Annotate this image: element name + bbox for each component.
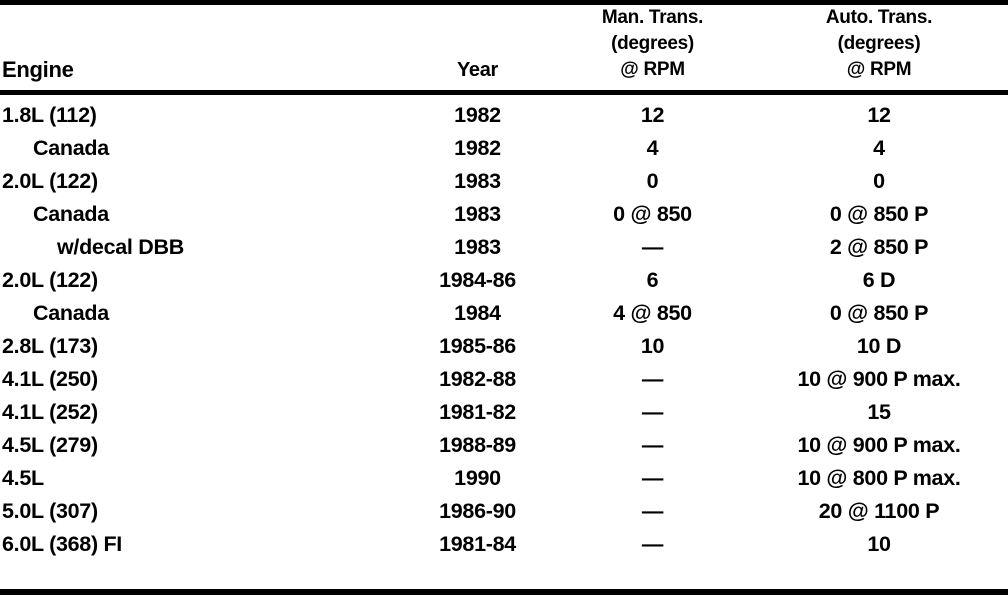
- year-cell: 1983: [454, 235, 501, 259]
- header-row: [0, 5, 1008, 93]
- auto-trans-cell: 20 @ 1100 P: [818, 499, 940, 523]
- ignition-timing-table: [0, 5, 1008, 561]
- year-cell: 1983: [454, 169, 501, 193]
- auto-trans-cell: 10 @ 900 P max.: [797, 367, 961, 391]
- year-cell: 1982: [454, 103, 501, 127]
- table-row: [0, 495, 1008, 528]
- bottom-rule: [0, 589, 1008, 595]
- table-row: [0, 165, 1008, 198]
- column-header-engine: Engine: [0, 5, 400, 93]
- auto-trans-line1: Auto. Trans.: [825, 7, 933, 28]
- column-header-man-trans: [555, 5, 750, 93]
- man-trans-cell: —: [641, 235, 664, 259]
- engine-cell: 6.0L (368) FI: [2, 532, 122, 556]
- table-row: [0, 363, 1008, 396]
- auto-trans-cell: 2 @ 850 P: [829, 235, 929, 259]
- auto-trans-cell: 0 @ 850 P: [829, 301, 929, 325]
- engine-cell: 2.0L (122): [2, 169, 98, 193]
- table-row: [0, 462, 1008, 495]
- engine-cell: Canada: [33, 136, 109, 160]
- table-row: [0, 429, 1008, 462]
- year-cell: 1981-82: [439, 400, 516, 424]
- table-row: [0, 93, 1008, 133]
- engine-cell: Canada: [33, 202, 109, 226]
- man-trans-cell: 6: [646, 268, 659, 292]
- engine-cell: 1.8L (112): [2, 103, 97, 127]
- engine-cell: 4.5L (279): [2, 433, 98, 457]
- table-row: [0, 396, 1008, 429]
- table-body: [0, 93, 1008, 562]
- man-trans-cell: —: [641, 433, 664, 457]
- man-trans-cell: —: [641, 466, 664, 490]
- man-trans-cell: 12: [640, 103, 665, 127]
- auto-trans-cell: 15: [867, 400, 891, 424]
- table-row: [0, 231, 1008, 264]
- table-row: [0, 264, 1008, 297]
- table-row: [0, 198, 1008, 231]
- year-cell: 1986-90: [439, 499, 516, 523]
- column-header-auto-trans: [750, 5, 1008, 93]
- engine-cell: 4.5L: [2, 466, 44, 490]
- table-row: [0, 330, 1008, 363]
- man-trans-cell: —: [641, 499, 664, 523]
- auto-trans-line2: (degrees): [837, 33, 921, 54]
- engine-cell: 4.1L (252): [2, 400, 98, 424]
- man-trans-line3: @ RPM: [620, 59, 685, 80]
- engine-cell: 4.1L (250): [2, 367, 98, 391]
- year-cell: 1984: [454, 301, 501, 325]
- auto-trans-cell: 10 D: [856, 334, 902, 358]
- engine-cell: 2.8L (173): [2, 334, 98, 358]
- auto-trans-cell: 4: [873, 136, 885, 160]
- man-trans-cell: 4 @ 850: [613, 301, 692, 325]
- year-cell: 1988-89: [439, 433, 516, 457]
- man-trans-line1: Man. Trans.: [601, 7, 704, 28]
- year-cell: 1982: [454, 136, 501, 160]
- table-row: [0, 297, 1008, 330]
- engine-cell: 2.0L (122): [2, 268, 98, 292]
- auto-trans-cell: 10 @ 900 P max.: [797, 433, 961, 457]
- year-cell: 1990: [454, 466, 501, 490]
- column-header-year: Year: [400, 5, 555, 93]
- man-trans-cell: 0: [646, 169, 659, 193]
- table-row: [0, 528, 1008, 561]
- auto-trans-cell: 6 D: [862, 268, 896, 292]
- year-cell: 1983: [454, 202, 501, 226]
- man-trans-cell: 10: [640, 334, 665, 358]
- table-row: [0, 132, 1008, 165]
- man-trans-cell: —: [641, 532, 664, 556]
- man-trans-cell: 0 @ 850: [613, 202, 692, 226]
- auto-trans-cell: 0: [873, 169, 885, 193]
- engine-cell: w/decal DBB: [57, 235, 184, 259]
- year-cell: 1982-88: [439, 367, 516, 391]
- man-trans-line2: (degrees): [611, 33, 694, 54]
- auto-trans-cell: 10 @ 800 P max.: [797, 466, 961, 490]
- year-cell: 1981-84: [439, 532, 516, 556]
- auto-trans-cell: 12: [867, 103, 891, 127]
- auto-trans-cell: 10: [867, 532, 891, 556]
- engine-cell: Canada: [33, 301, 109, 325]
- man-trans-cell: 4: [646, 136, 659, 160]
- engine-cell: 5.0L (307): [2, 499, 98, 523]
- man-trans-cell: —: [641, 400, 664, 424]
- table-header: [0, 5, 1008, 93]
- auto-trans-line3: @ RPM: [846, 59, 912, 80]
- man-trans-cell: —: [641, 367, 664, 391]
- year-cell: 1984-86: [439, 268, 516, 292]
- auto-trans-cell: 0 @ 850 P: [829, 202, 929, 226]
- year-cell: 1985-86: [439, 334, 516, 358]
